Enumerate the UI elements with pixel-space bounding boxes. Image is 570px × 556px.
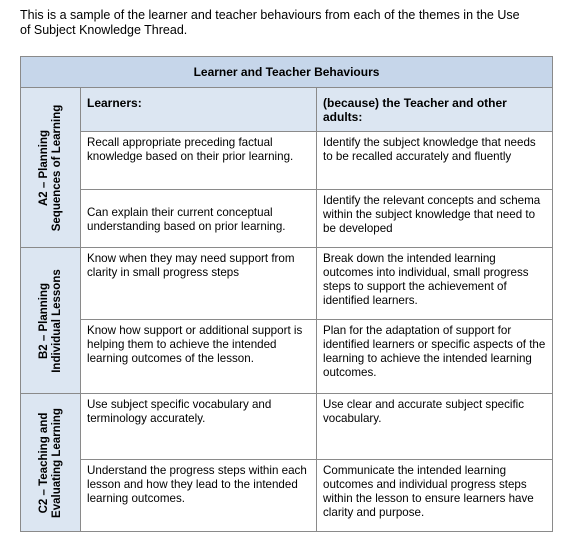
table-row — [21, 132, 553, 190]
theme-c2 — [21, 394, 81, 532]
learner-cell: Recall appropriate preceding factual knowledge based on their prior learning. — [81, 132, 317, 190]
behaviours-table — [20, 56, 553, 532]
table-header-row — [21, 88, 553, 132]
teacher-cell: Use clear and accurate subject specific vocabulary. — [317, 394, 553, 460]
theme-c2-line2: Evaluating Learning — [50, 407, 63, 518]
column-header-teacher: (because) the Teacher and other adults: — [317, 88, 553, 132]
table-row — [21, 190, 553, 248]
learner-cell: Know when they may need support from clarity in small progress steps — [81, 248, 317, 320]
theme-c2-line1: C2 – Teaching and — [37, 412, 50, 513]
column-header-learners: Learners: — [81, 88, 317, 132]
learner-cell: Use subject specific vocabulary and terminology accurately. — [81, 394, 317, 460]
table-title-row — [21, 57, 553, 88]
teacher-cell: Plan for the adaptation of support for identified learners or specific aspects of the learning to achieve the intended learning outcomes. — [317, 320, 553, 394]
teacher-cell: Identify the subject knowledge that needs to be recalled accurately and fluently — [317, 132, 553, 190]
learner-cell: Know how support or additional support is helping them to achieve the intended learning outcomes of the lesson. — [81, 320, 317, 394]
table-title: Learner and Teacher Behaviours — [21, 57, 553, 88]
table-row — [21, 460, 553, 532]
teacher-cell: Communicate the intended learning outcomes and individual progress steps within the lesson to ensure learners have clarity and purpose. — [317, 460, 553, 532]
table-row — [21, 394, 553, 460]
learner-cell: Can explain their current conceptual understanding based on prior learning. — [81, 190, 317, 248]
theme-b2 — [21, 248, 81, 394]
teacher-cell: Break down the intended learning outcomes into individual, small progress steps to support the achievement of identified learners. — [317, 248, 553, 320]
theme-a2-line1: A2 – Planning — [37, 129, 50, 206]
learner-cell: Understand the progress steps within each lesson and how they lead to the intended learning outcomes. — [81, 460, 317, 532]
table-row — [21, 248, 553, 320]
intro-line-2: of Subject Knowledge Thread. — [20, 23, 188, 37]
theme-b2-line2: Individual Lessons — [50, 268, 63, 373]
intro-line-1: This is a sample of the learner and teacher behaviours from each of the themes in the Use — [20, 8, 520, 22]
table-row — [21, 320, 553, 394]
theme-a2-line2: Sequences of Learning — [50, 104, 63, 231]
teacher-cell: Identify the relevant concepts and schema within the subject knowledge that need to be developed — [317, 190, 553, 248]
intro-paragraph — [20, 8, 560, 38]
theme-a2 — [21, 88, 81, 248]
theme-b2-line1: B2 – Planning — [37, 282, 50, 359]
